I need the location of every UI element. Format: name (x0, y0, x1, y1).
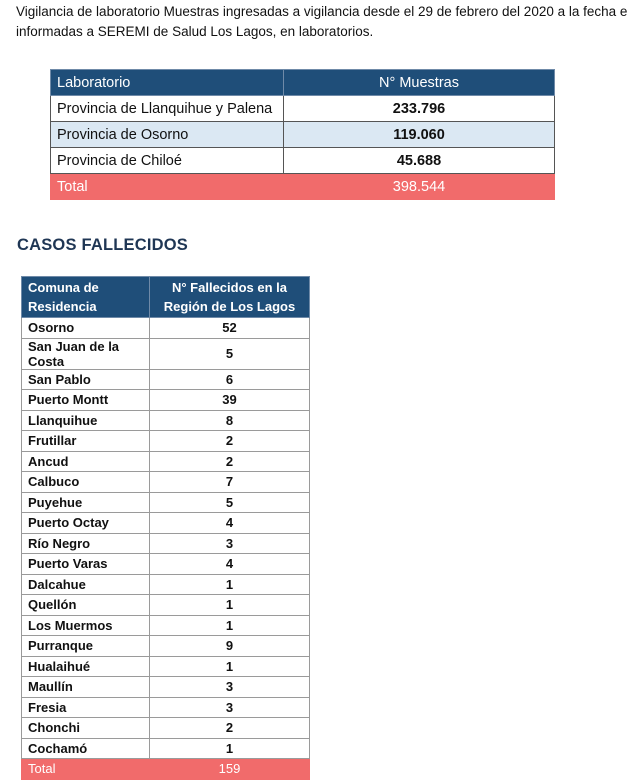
comuna-cell: Llanquihue (22, 410, 150, 431)
deaths-row (22, 595, 310, 616)
lab-total-value: 398.544 (284, 174, 555, 200)
lab-value-cell: 45.688 (284, 148, 555, 174)
deaths-row (22, 615, 310, 636)
deaths-row (22, 677, 310, 698)
lab-header-row (51, 70, 555, 96)
comuna-cell: San Juan de la Costa (22, 338, 150, 369)
deaths-row (22, 697, 310, 718)
fallecidos-cell: 3 (150, 533, 310, 554)
deaths-row (22, 451, 310, 472)
comuna-cell: Purranque (22, 636, 150, 657)
comuna-cell: Osorno (22, 318, 150, 339)
deaths-row (22, 533, 310, 554)
comuna-cell: Frutillar (22, 431, 150, 452)
fallecidos-cell: 9 (150, 636, 310, 657)
comuna-cell: Quellón (22, 595, 150, 616)
deaths-row (22, 738, 310, 759)
deaths-row (22, 410, 310, 431)
comuna-cell: Puerto Octay (22, 513, 150, 534)
deaths-row (22, 338, 310, 369)
lab-row (51, 148, 555, 174)
section-title: CASOS FALLECIDOS (17, 236, 188, 254)
comuna-cell: Puyehue (22, 492, 150, 513)
intro-paragraph: Vigilancia de laboratorio Muestras ingresadas a vigilancia desde el 29 de febrero del 2020 a la fecha e informadas a SEREMI de Salud Los Lagos, en laboratorios. (16, 4, 628, 39)
laboratory-table (50, 69, 555, 200)
fallecidos-cell: 1 (150, 615, 310, 636)
fallecidos-cell: 5 (150, 492, 310, 513)
deaths-row (22, 656, 310, 677)
deaths-row (22, 492, 310, 513)
deaths-row (22, 718, 310, 739)
fallecidos-cell: 2 (150, 451, 310, 472)
comuna-cell: Dalcahue (22, 574, 150, 595)
deaths-row (22, 554, 310, 575)
lab-value-cell: 233.796 (284, 96, 555, 122)
lab-name-cell: Provincia de Osorno (51, 122, 284, 148)
comuna-cell: Fresia (22, 697, 150, 718)
deaths-row (22, 390, 310, 411)
comuna-cell: Ancud (22, 451, 150, 472)
deaths-row (22, 369, 310, 390)
lab-row (51, 96, 555, 122)
deaths-total-label: Total (22, 759, 150, 780)
lab-total-row (51, 174, 555, 200)
comuna-cell: Hualaihué (22, 656, 150, 677)
deaths-total-value: 159 (150, 759, 310, 780)
deaths-total-row (22, 759, 310, 780)
fallecidos-cell: 4 (150, 554, 310, 575)
fallecidos-cell: 5 (150, 338, 310, 369)
comuna-cell: Cochamó (22, 738, 150, 759)
fallecidos-cell: 2 (150, 718, 310, 739)
deaths-header-fallecidos: N° Fallecidos en la Región de Los Lagos (150, 277, 310, 318)
fallecidos-cell: 1 (150, 738, 310, 759)
fallecidos-cell: 7 (150, 472, 310, 493)
comuna-cell: Los Muermos (22, 615, 150, 636)
deaths-row (22, 431, 310, 452)
lab-value-cell: 119.060 (284, 122, 555, 148)
deaths-row (22, 318, 310, 339)
fallecidos-cell: 3 (150, 677, 310, 698)
fallecidos-cell: 39 (150, 390, 310, 411)
lab-name-cell: Provincia de Chiloé (51, 148, 284, 174)
fallecidos-cell: 4 (150, 513, 310, 534)
fallecidos-cell: 1 (150, 595, 310, 616)
deaths-row (22, 472, 310, 493)
comuna-cell: Chonchi (22, 718, 150, 739)
deaths-row (22, 513, 310, 534)
comuna-cell: Puerto Montt (22, 390, 150, 411)
deaths-row (22, 574, 310, 595)
comuna-cell: Río Negro (22, 533, 150, 554)
lab-total-label: Total (51, 174, 284, 200)
deaths-row (22, 636, 310, 657)
deaths-header-comuna: Comuna de Residencia (22, 277, 150, 318)
lab-header-muestras: N° Muestras (284, 70, 555, 96)
comuna-cell: Calbuco (22, 472, 150, 493)
lab-row (51, 122, 555, 148)
fallecidos-cell: 52 (150, 318, 310, 339)
lab-header-laboratorio: Laboratorio (51, 70, 284, 96)
fallecidos-cell: 6 (150, 369, 310, 390)
fallecidos-cell: 3 (150, 697, 310, 718)
fallecidos-cell: 1 (150, 656, 310, 677)
comuna-cell: Maullín (22, 677, 150, 698)
fallecidos-cell: 1 (150, 574, 310, 595)
comuna-cell: San Pablo (22, 369, 150, 390)
deaths-header-row (22, 277, 310, 318)
comuna-cell: Puerto Varas (22, 554, 150, 575)
lab-name-cell: Provincia de Llanquihue y Palena (51, 96, 284, 122)
deaths-table (21, 276, 310, 780)
fallecidos-cell: 8 (150, 410, 310, 431)
fallecidos-cell: 2 (150, 431, 310, 452)
